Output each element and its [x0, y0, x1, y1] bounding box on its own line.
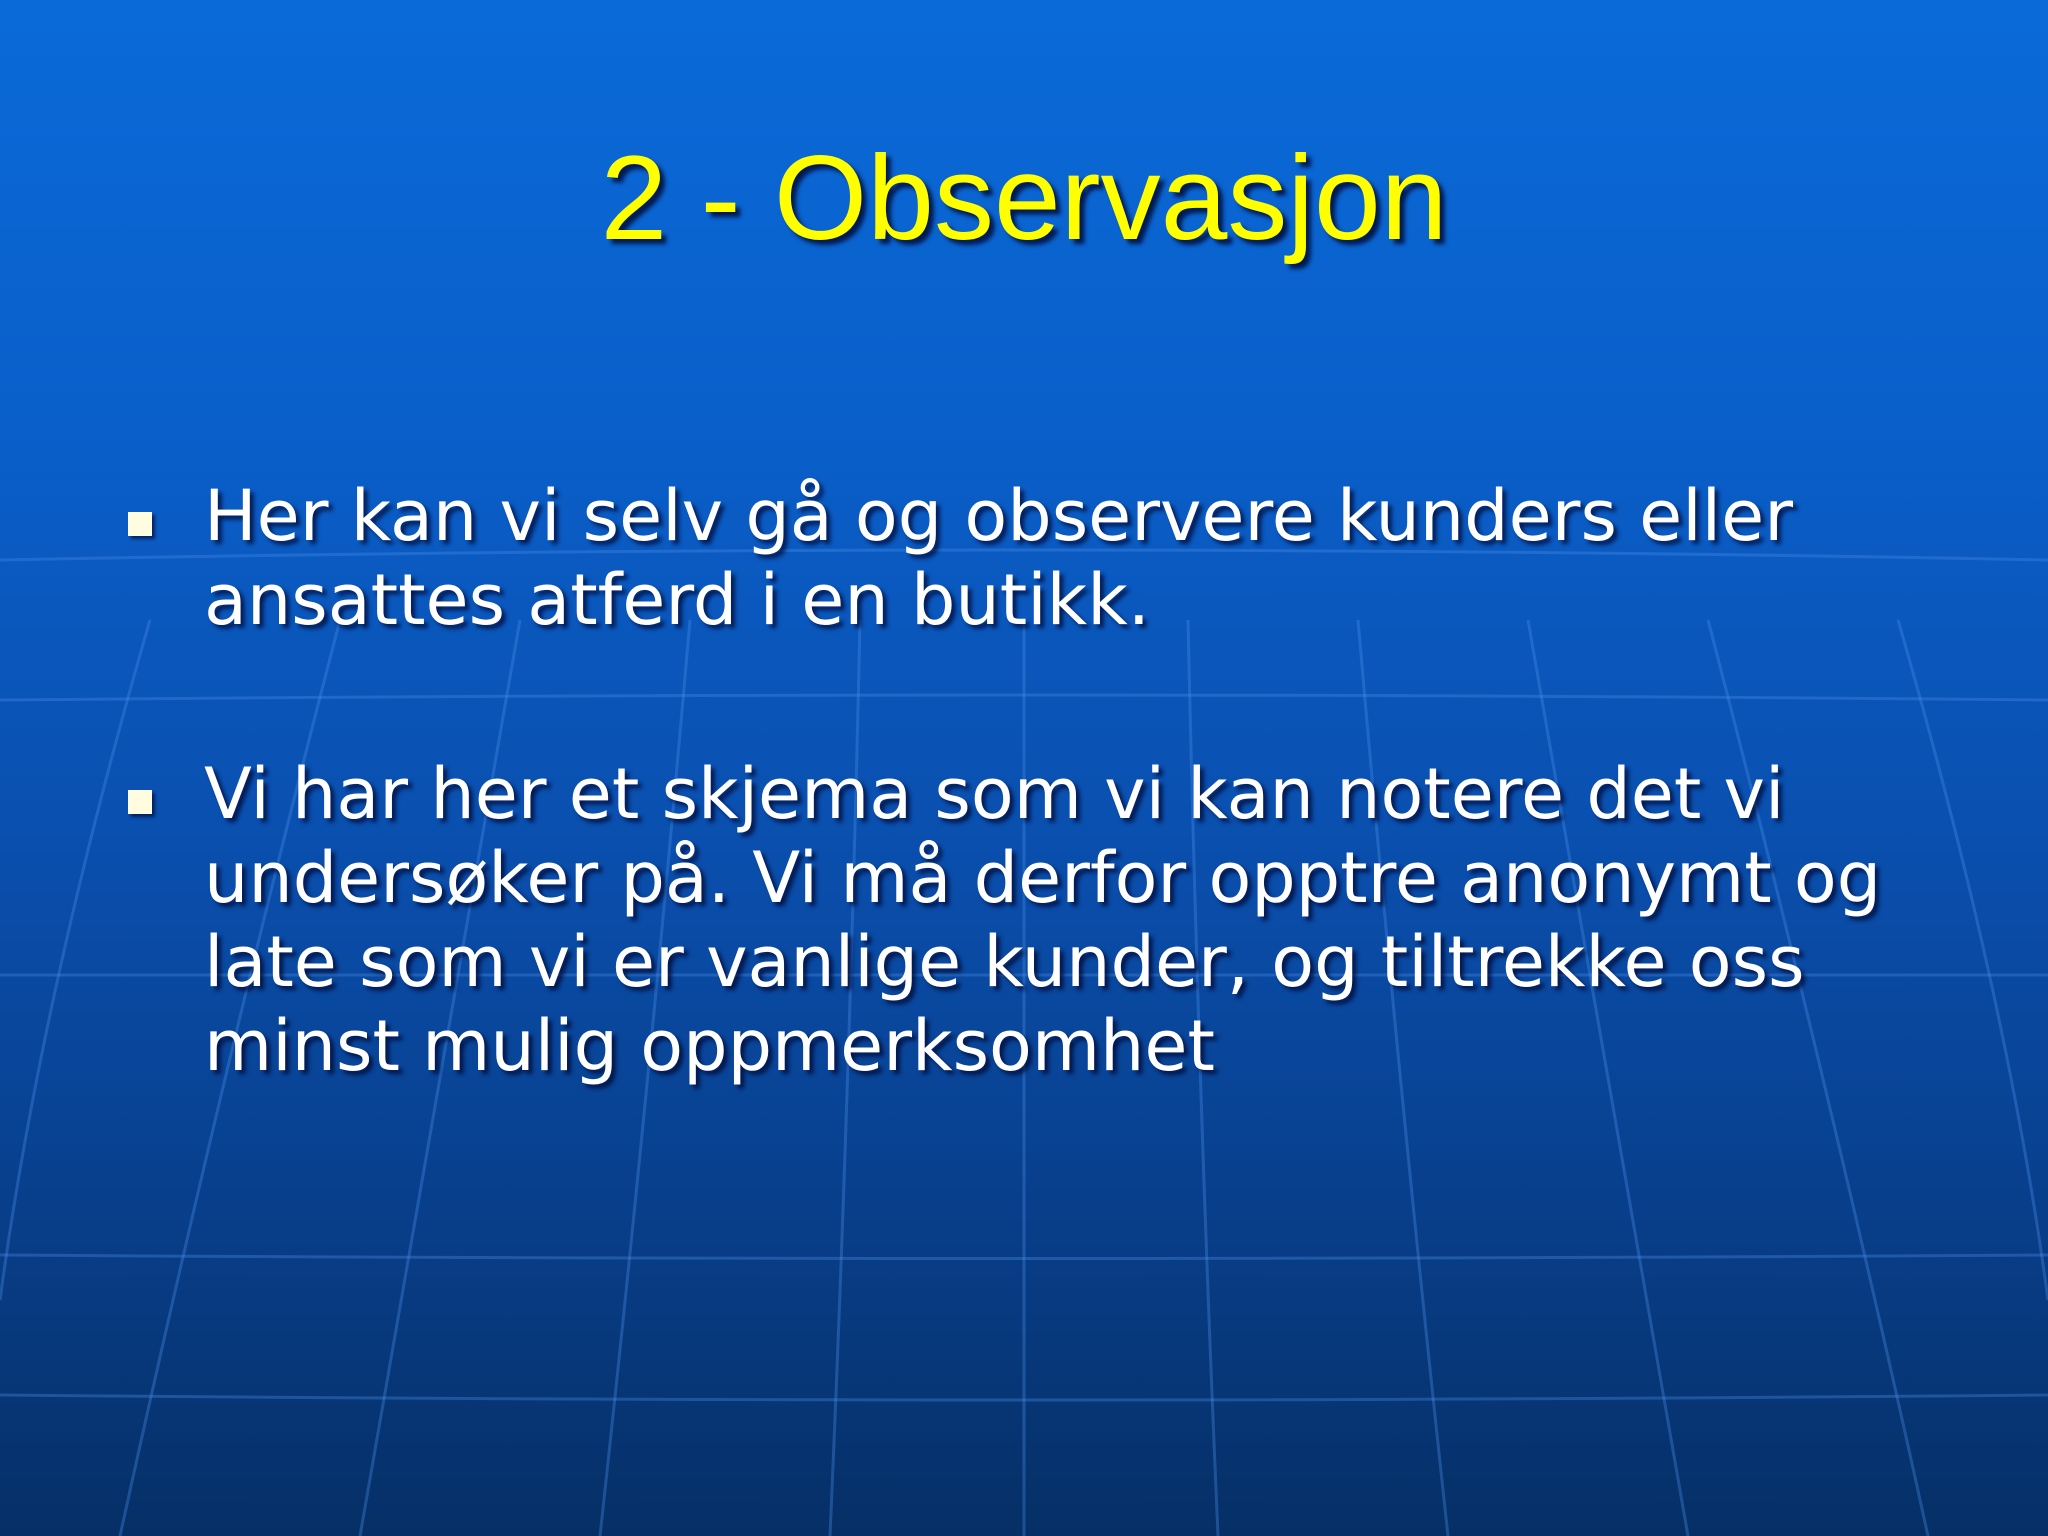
bullet-square-icon — [128, 512, 152, 536]
bullet-text-1: Her kan vi selv gå og observere kunders eller ansattes atferd i en butikk. — [204, 475, 1793, 641]
slide-title: 2 - Observasjon — [600, 131, 1448, 265]
bullet-square-icon — [128, 790, 152, 814]
bullet-text-2: Vi har her et skjema som vi kan notere det vi undersøker på. Vi må derfor opptre anonymt og late som vi er vanlige kunder, og tiltrekke oss minst mulig oppmerksomhet — [204, 753, 1882, 1087]
